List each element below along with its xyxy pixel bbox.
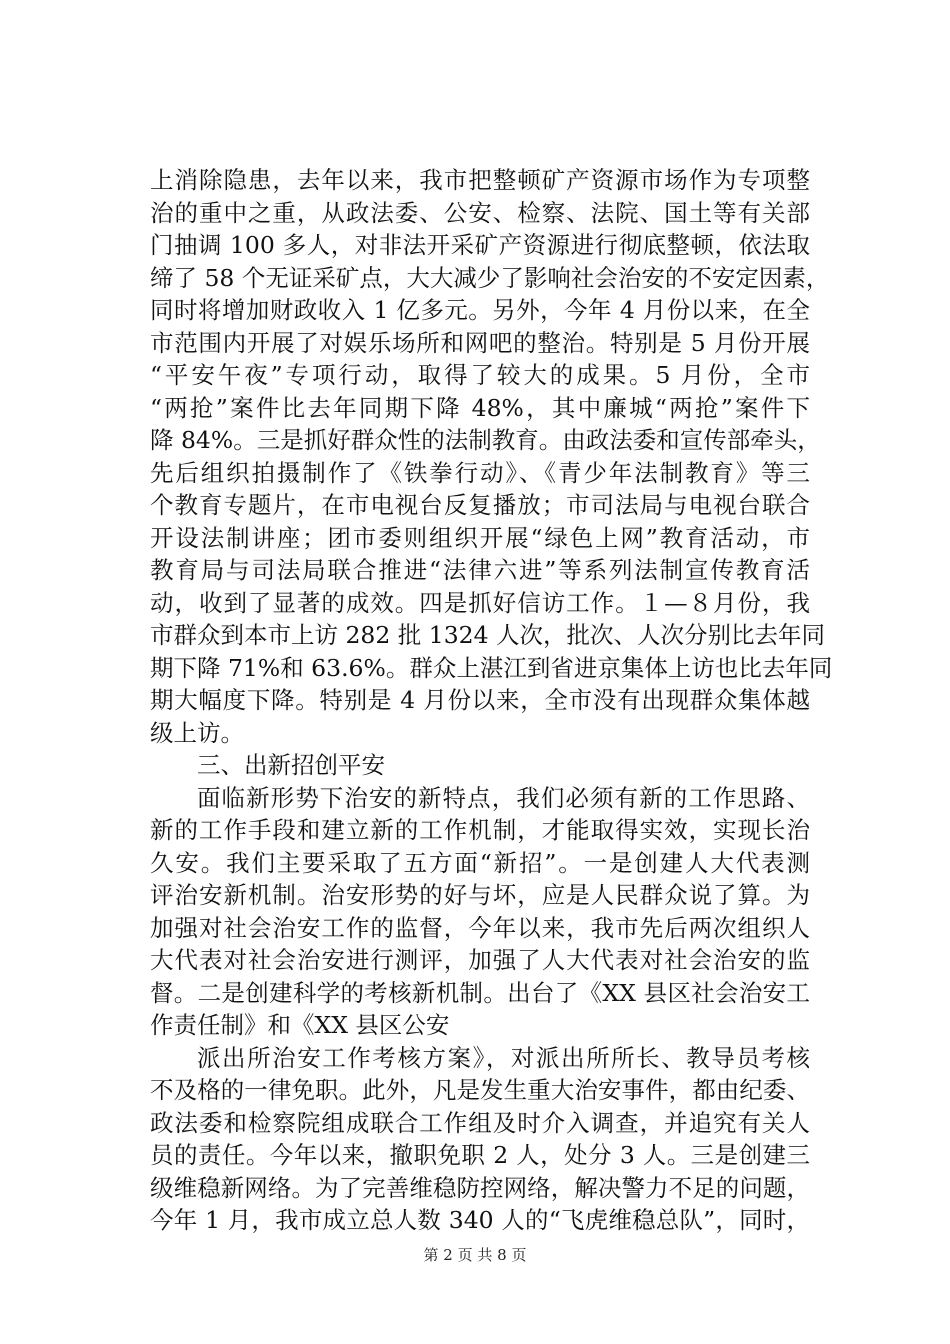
text-line: 不及格的一律免职。此外，凡是发生重大治安事件，都由纪委、 [150,1076,810,1104]
text-line: “平安午夜”专项行动，取得了较大的成果。5 月份，全市 [150,361,810,389]
text-line: 评治安新机制。治安形势的好与坏，应是人民群众说了算。为 [150,881,810,909]
text-line: 级上访。 [150,718,244,747]
text-line: 今年 1 月，我市成立总人数 340 人的“飞虎维稳总队”，同时， [150,1206,810,1234]
text-line: 门抽调 100 多人，对非法开采矿产资源进行彻底整顿，依法取 [150,231,810,259]
text-line: 先后组织拍摄制作了《铁拳行动》、《青少年法制教育》等三 [150,458,810,487]
text-line: 市范围内开展了对娱乐场所和网吧的整治。特别是 5 月份开展 [150,328,810,357]
text-line: 同时将增加财政收入 1 亿多元。另外，今年 4 月份以来，在全 [150,296,810,324]
text-line: 期下降 71%和 63.6%。群众上湛江到省进京集体上访也比去年同 [150,653,833,682]
text-line: 大代表对社会治安进行测评，加强了人大代表对社会治安的监 [150,946,810,974]
text-line: 级维稳新网络。为了完善维稳防控网络，解决警力不足的问题， [150,1173,810,1202]
text-line: 缔了 58 个无证采矿点，大大减少了影响社会治安的不安定因素， [150,263,830,292]
text-line: 治的重中之重，从政法委、公安、检察、法院、国土等有关部 [150,198,810,227]
text-line: 降 84%。三是抓好群众性的法制教育。由政法委和宣传部牵头， [150,426,821,454]
page-footer: 第 2 页 共 8 页 [423,1246,527,1264]
text-line: 个教育专题片，在市电视台反复播放；市司法局与电视台联合 [150,491,810,519]
text-line: 教育局与司法局联合推进“法律六进”等系列法制宣传教育活 [150,556,810,584]
text-line: 员的责任。今年以来，撤职免职 2 人，处分 3 人。三是创建三 [150,1141,810,1169]
text-line: 三、出新招创平安 [197,751,385,779]
text-line: 新的工作手段和建立新的工作机制，才能取得实效，实现长治 [150,816,810,844]
text-line: 久安。我们主要采取了五方面“新招”。一是创建人大代表测 [150,848,810,877]
text-line: 开设法制讲座；团市委则组织开展“绿色上网”教育活动，市 [150,523,810,552]
text-line: “两抢”案件比去年同期下降 48%，其中廉城“两抢”案件下 [150,393,810,422]
text-line: 市群众到本市上访 282 批 1324 人次，批次、人次分别比去年同 [150,621,826,649]
text-line: 动，收到了显著的成效。四是抓好信访工作。１—８月份，我 [150,588,810,617]
text-line: 督。二是创建科学的考核新机制。出台了《XX 县区社会治安工 [150,978,810,1007]
text-line: 政法委和检察院组成联合工作组及时介入调查，并追究有关人 [150,1108,810,1137]
text-line: 加强对社会治安工作的监督，今年以来，我市先后两次组织人 [150,913,810,942]
text-line: 面临新形势下治安的新特点，我们必须有新的工作思路、 [197,783,810,812]
text-line: 上消除隐患，去年以来，我市把整顿矿产资源市场作为专项整 [150,166,810,194]
text-line: 作责任制》和《XX 县区公安 [150,1011,450,1039]
text-line: 期大幅度下降。特别是 4 月份以来，全市没有出现群众集体越 [150,686,810,714]
body-text [150,164,833,1237]
text-line: 派出所治安工作考核方案》，对派出所所长、教导员考核 [197,1043,810,1072]
